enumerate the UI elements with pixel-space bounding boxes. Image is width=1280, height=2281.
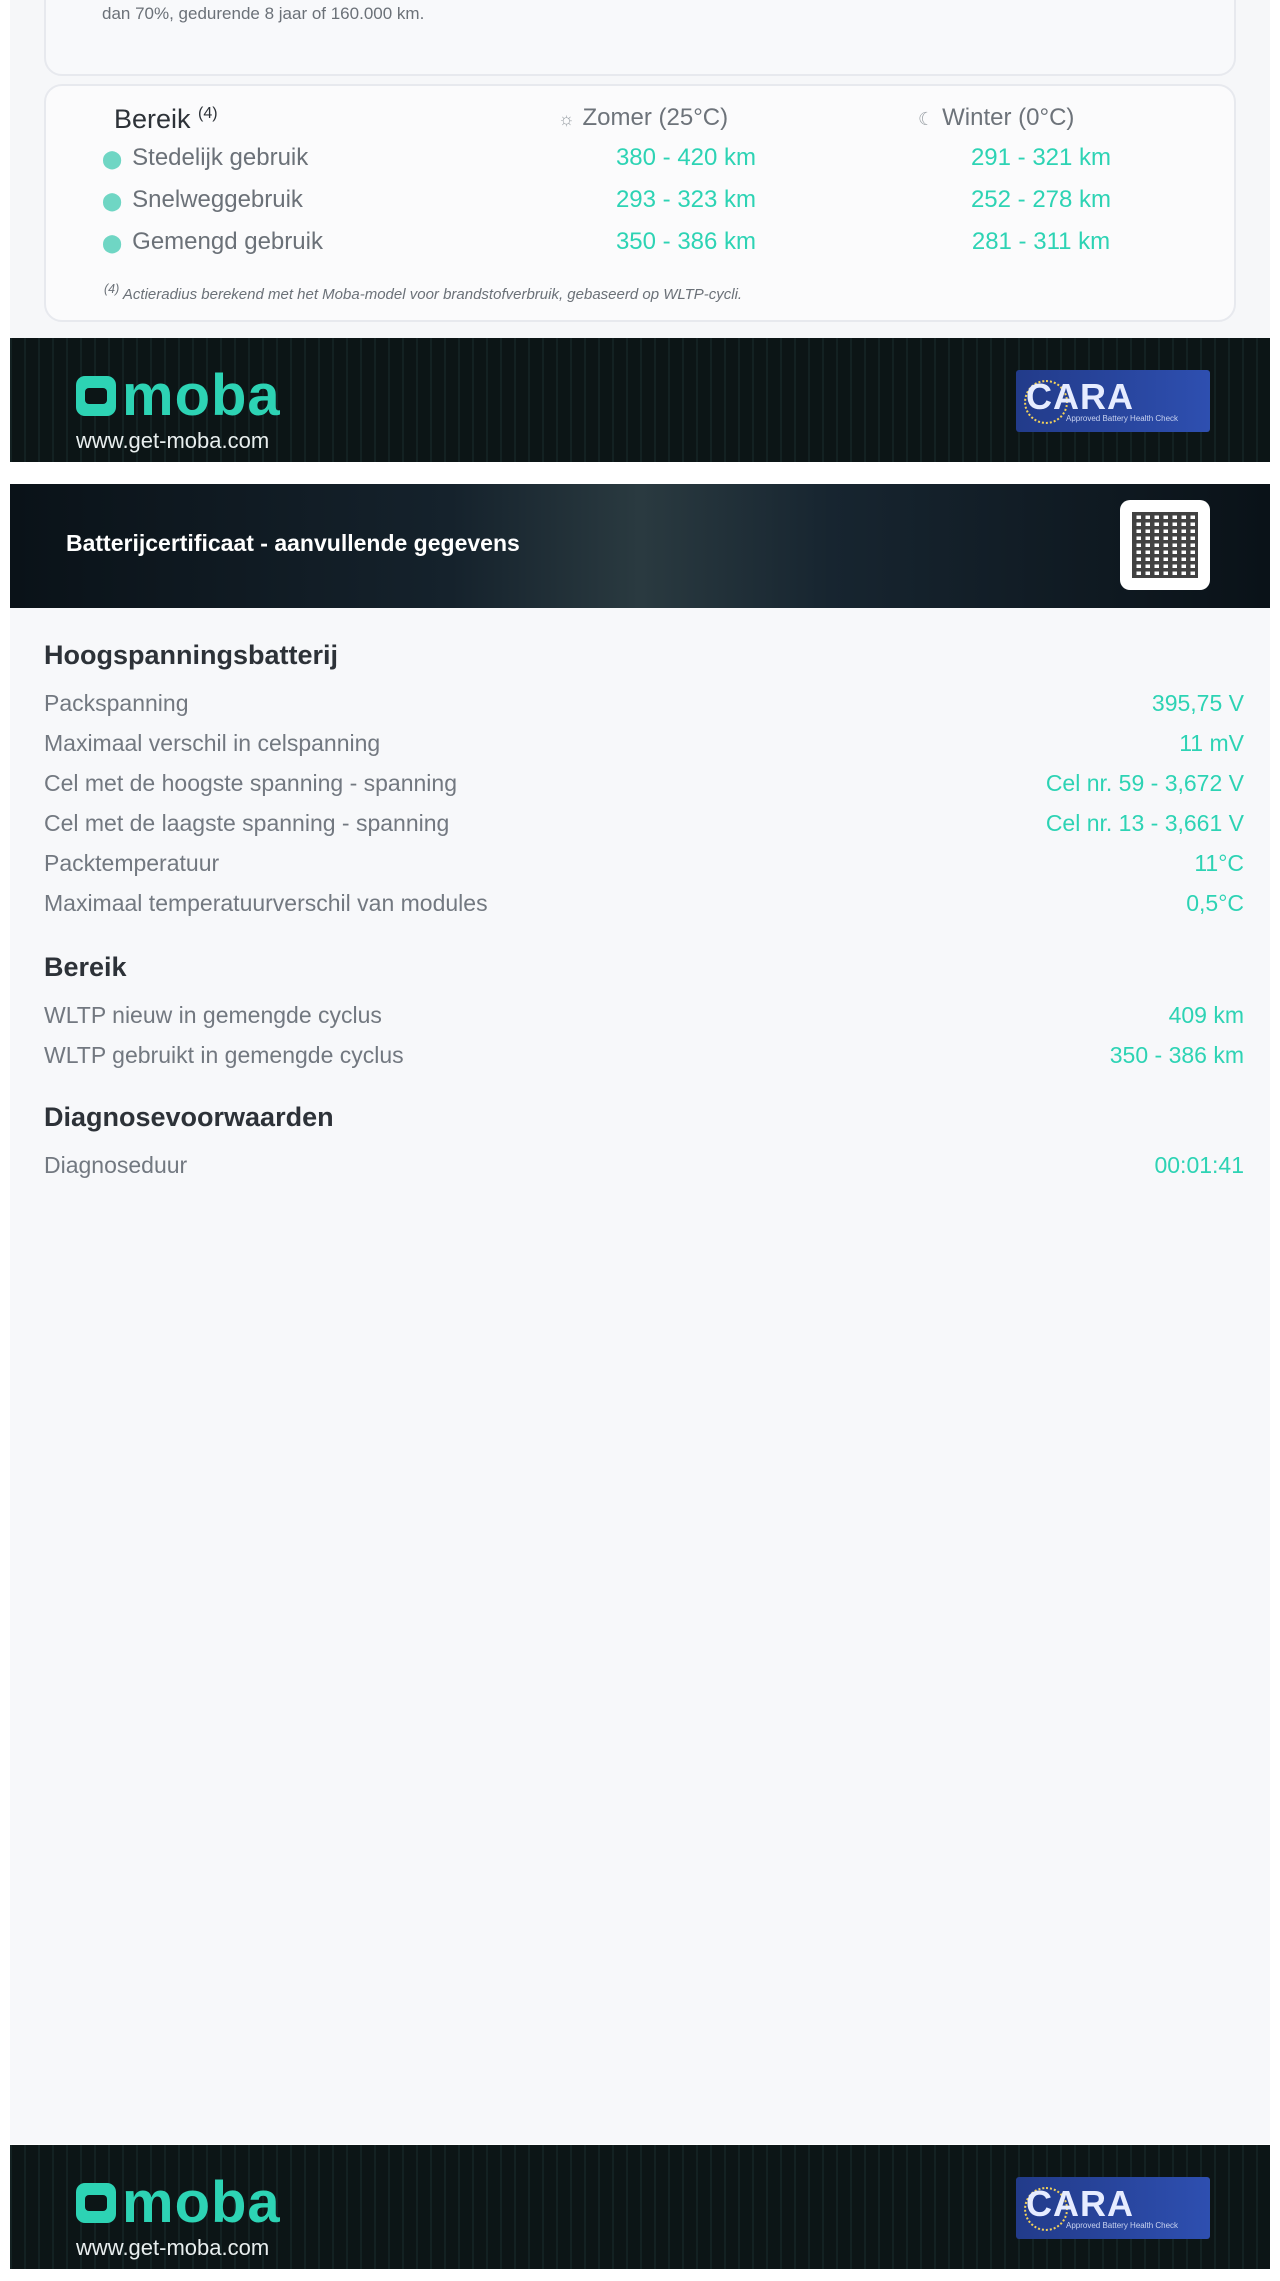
range-winter-value: 291 - 321 km bbox=[970, 144, 1112, 171]
row-value: 11°C bbox=[1194, 850, 1244, 876]
range-winter-value: 281 - 311 km bbox=[971, 228, 1111, 255]
cara-badge-subtext: Approved Battery Health Check bbox=[1066, 2221, 1179, 2230]
data-row bbox=[44, 1002, 1244, 1036]
row-label: Packtemperatuur bbox=[44, 850, 220, 876]
row-label: Cel met de laagste spanning - spanning bbox=[44, 810, 450, 836]
data-row bbox=[44, 730, 1244, 764]
data-row bbox=[44, 1152, 1244, 1186]
warranty-note: dan 70%, gedurende 8 jaar of 160.000 km. bbox=[102, 4, 425, 23]
location-pin-icon: ⬤ bbox=[102, 191, 123, 211]
range-row-label: Gemengd gebruik bbox=[132, 228, 323, 255]
data-row bbox=[44, 890, 1244, 924]
row-label: Diagnoseduur bbox=[44, 1152, 188, 1178]
range-card bbox=[44, 84, 1236, 322]
row-label: WLTP nieuw in gemengde cyclus bbox=[44, 1002, 382, 1028]
range-row-label: Snelweggebruik bbox=[132, 186, 303, 213]
range-row bbox=[46, 186, 1234, 226]
moba-logo-icon bbox=[76, 376, 116, 416]
footnote-ref: (4) bbox=[198, 105, 218, 122]
row-label: Cel met de hoogste spanning - spanning bbox=[44, 770, 458, 796]
winter-label: Winter (0°C) bbox=[942, 104, 1075, 131]
page-footer bbox=[10, 2145, 1270, 2269]
row-value: 350 - 386 km bbox=[1109, 1042, 1244, 1068]
qr-code[interactable] bbox=[1120, 500, 1210, 590]
range-footnote bbox=[104, 282, 742, 303]
footnote-mark: (4) bbox=[104, 282, 120, 296]
data-row bbox=[44, 690, 1244, 724]
moba-wordmark: moba bbox=[122, 363, 281, 428]
sun-icon: ☼ bbox=[558, 109, 575, 129]
data-row bbox=[44, 770, 1244, 804]
row-label: Packspanning bbox=[44, 690, 189, 716]
row-value: 00:01:41 bbox=[1154, 1152, 1244, 1178]
data-row bbox=[44, 850, 1244, 884]
row-value: 11 mV bbox=[1179, 730, 1244, 756]
range-row bbox=[46, 228, 1234, 268]
row-label: Maximaal verschil in celspanning bbox=[44, 730, 381, 756]
row-label: WLTP gebruikt in gemengde cyclus bbox=[44, 1042, 404, 1068]
moba-wordmark: moba bbox=[122, 2170, 281, 2235]
data-row bbox=[44, 810, 1244, 844]
row-value: 0,5°C bbox=[1186, 890, 1244, 916]
footnote-text: Actieradius berekend met het Moba-model voor brandstofverbruik, gebaseerd op WLTP-cycli. bbox=[122, 286, 743, 303]
section-title-diagnostics: Diagnosevoorwaarden bbox=[44, 1102, 334, 1132]
row-value: 409 km bbox=[1168, 1002, 1244, 1028]
range-row bbox=[46, 144, 1234, 184]
location-pin-icon: ⬤ bbox=[102, 233, 123, 253]
range-summer-value: 380 - 420 km bbox=[615, 144, 757, 171]
banner-title: Batterijcertificaat - aanvullende gegevens bbox=[66, 530, 520, 556]
report-page-2 bbox=[10, 484, 1270, 2144]
row-value: Cel nr. 13 - 3,661 V bbox=[1045, 810, 1244, 836]
moba-logo bbox=[76, 2169, 281, 2260]
page-footer bbox=[10, 338, 1270, 462]
certificate-banner bbox=[10, 484, 1270, 608]
range-winter-value: 252 - 278 km bbox=[970, 186, 1112, 213]
cara-badge bbox=[1016, 2177, 1210, 2239]
range-title-text: Bereik bbox=[114, 104, 191, 134]
winter-column-label bbox=[918, 104, 1074, 132]
location-pin-icon: ⬤ bbox=[102, 149, 123, 169]
section-title-battery: Hoogspanningsbatterij bbox=[44, 640, 339, 670]
row-value: 395,75 V bbox=[1151, 690, 1244, 716]
range-card-title bbox=[114, 104, 218, 135]
range-summer-value: 293 - 323 km bbox=[615, 186, 757, 213]
moon-icon: ☾ bbox=[918, 109, 935, 129]
cara-badge-text: CARA bbox=[1026, 2183, 1134, 2224]
range-summer-value: 350 - 386 km bbox=[615, 228, 757, 255]
qr-code-icon bbox=[1132, 512, 1198, 578]
data-row bbox=[44, 1042, 1244, 1076]
moba-logo-icon bbox=[76, 2183, 116, 2223]
row-label: Maximaal temperatuurverschil van modules bbox=[44, 890, 488, 916]
moba-logo bbox=[76, 362, 281, 453]
warranty-card bbox=[44, 0, 1236, 76]
summer-label: Zomer (25°C) bbox=[582, 104, 729, 131]
cara-badge-text: CARA bbox=[1026, 376, 1134, 417]
footer-url: www.get-moba.com bbox=[76, 2235, 270, 2260]
range-row-label: Stedelijk gebruik bbox=[132, 144, 309, 171]
cara-badge bbox=[1016, 370, 1210, 432]
row-value: Cel nr. 59 - 3,672 V bbox=[1045, 770, 1244, 796]
section-title-range: Bereik bbox=[44, 952, 127, 982]
summer-column-label bbox=[558, 104, 728, 132]
footer-url: www.get-moba.com bbox=[76, 428, 270, 453]
cara-badge-subtext: Approved Battery Health Check bbox=[1066, 414, 1179, 423]
